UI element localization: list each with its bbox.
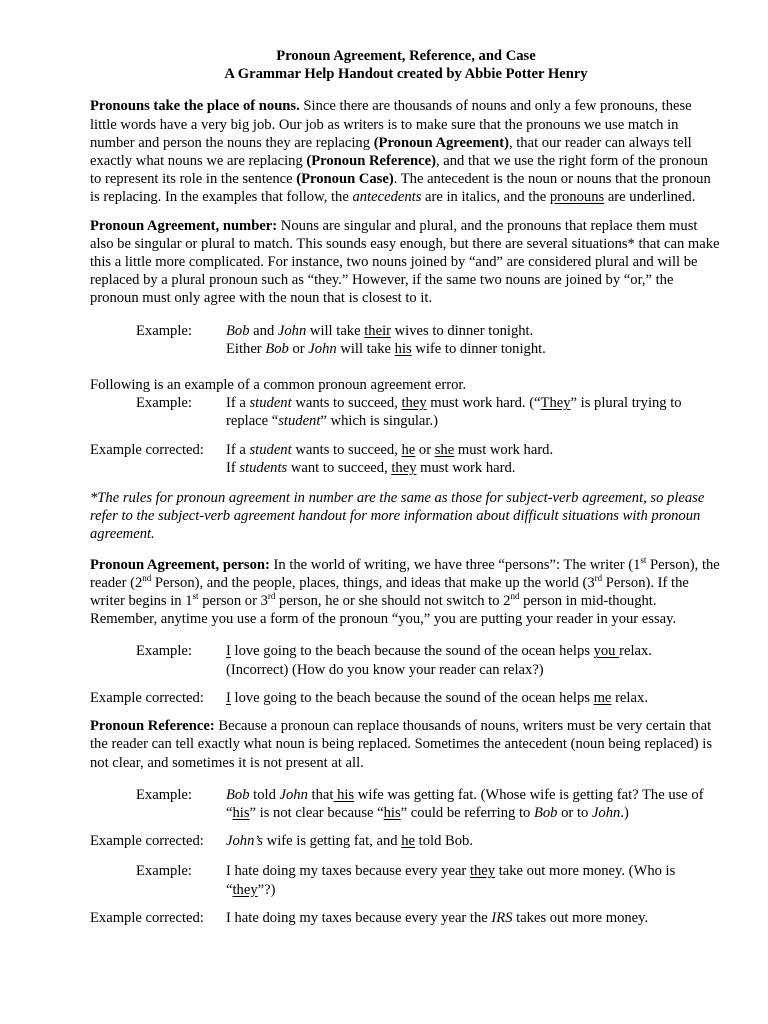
person-paragraph: Pronoun Agreement, person: In the world of writing, we have three “persons”: The writer (1st Person), the reader (2nd Person), and the people, places, things, and ideas that make up the world (3rd Person). If the writer begins in 1st person or 3rd person, he or she should not switch to 2nd person in mid-thought. Remember, anytime you use a form of the pronoun “you,” you are putting your reader in your essay. bbox=[90, 554, 720, 628]
number-paragraph: Pronoun Agreement, number: Nouns are singular and plural, and the pronouns that replace them must also be singular or plural to match. This sounds easy enough, but there are several situations* that can make this a little more complicated. For instance, two nouns joined by “and” are considered plural and will be replaced by a plural pronoun such as “they.” However, if the same two nouns are joined by “or,” the pronoun must only agree with the noun that is closest to it. bbox=[90, 217, 720, 307]
section-heading-number: Pronoun Agreement, number: bbox=[90, 217, 278, 234]
reference-corrected-block-2: Example corrected: I hate doing my taxes because every year the IRS takes out more money. bbox=[90, 909, 649, 926]
person-example-block: Example: I love going to the beach because the sound of the ocean helps you relax. (Incorrect) (How do you know your reader can relax?) bbox=[136, 643, 652, 678]
person-corrected-block: Example corrected: I love going to the beach because the sound of the ocean helps me relax. bbox=[90, 689, 648, 706]
reference-example-block-2: Example: I hate doing my taxes because every year they take out more money. (Who is “they”?) bbox=[136, 863, 676, 898]
agreement-note: *The rules for pronoun agreement in number are the same as those for subject-verb agreement, so please refer to the subject-verb agreement handout for more information about difficult situations with pronoun agreement. bbox=[90, 490, 705, 543]
error-example-block: Example: If a student wants to succeed, they must work hard. (“They” is plural trying to replace “student” which is singular.) bbox=[136, 395, 682, 430]
corrected-example-block: Example corrected: If a student wants to succeed, he or she must work hard. If students want to succeed, they must work hard. bbox=[90, 441, 554, 476]
page-title: Pronoun Agreement, Reference, and Case bbox=[276, 48, 536, 64]
following-text: Following is an example of a common pronoun agreement error. bbox=[90, 377, 467, 394]
reference-paragraph: Pronoun Reference: Because a pronoun can replace thousands of nouns, writers must be very certain that the reader can tell exactly what noun is being replaced. Sometimes the antecedent (noun being replaced) is not clear, and sometimes it is not present at all. bbox=[90, 718, 713, 771]
intro-paragraph: Pronouns take the place of nouns. Since there are thousands of nouns and only a few pronouns, these little words have a very big job. Our job as writers is to make sure that the pronouns we use match in number and person the nouns they are replacing (Pronoun Agreement), that our reader can always tell exactly what nouns we are replacing (Pronoun Reference), and that we use the right form of the pronoun to represent its role in the sentence (Pronoun Case). The antecedent is the noun or nouns that the pronoun is replacing. In the examples that follow, the antecedents are in italics, and the pronouns are underlined. bbox=[90, 98, 711, 206]
reference-corrected-block-1: Example corrected: John’s wife is getting fat, and he told Bob. bbox=[90, 833, 473, 850]
example-block: Example: Bob and John will take their wives to dinner tonight. Either Bob or John will take his wife to dinner tonight. bbox=[136, 322, 546, 357]
section-heading-reference: Pronoun Reference: bbox=[90, 718, 215, 735]
page-subtitle: A Grammar Help Handout created by Abbie Potter Henry bbox=[224, 66, 588, 83]
reference-example-block: Example: Bob told John that his wife was getting fat. (Whose wife is getting fat? The use of “his” is not clear because “his” could be referring to Bob or to John.) bbox=[136, 786, 704, 821]
intro-lead: Pronouns take the place of nouns. bbox=[90, 98, 300, 115]
handout-page bbox=[90, 47, 722, 927]
section-heading-person: Pronoun Agreement, person: bbox=[90, 556, 270, 573]
term-pronoun-reference: (Pronoun Reference) bbox=[306, 153, 436, 170]
term-pronoun-case: (Pronoun Case) bbox=[296, 171, 394, 188]
term-pronoun-agreement: (Pronoun Agreement) bbox=[373, 134, 509, 151]
